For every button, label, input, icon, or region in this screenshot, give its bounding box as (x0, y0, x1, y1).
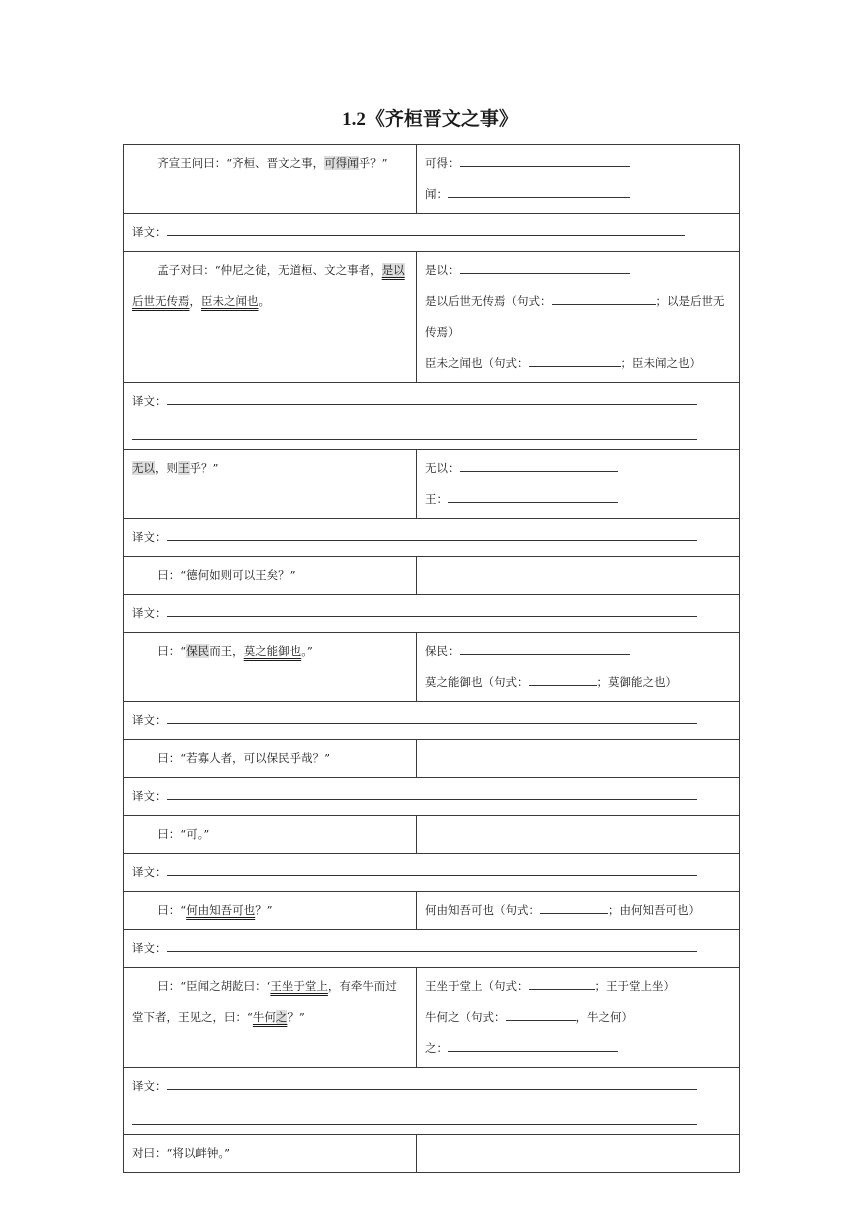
answer-blank[interactable] (529, 975, 595, 990)
worksheet-table (123, 144, 740, 1173)
source-text: 曰：“保民而王，莫之能御也。” (124, 633, 417, 702)
source-text: 无以，则王乎？” (124, 450, 417, 519)
table-row (124, 557, 740, 595)
source-text: 曰：“何由知吾可也？” (124, 892, 417, 930)
answer-blank[interactable] (506, 1006, 576, 1021)
highlighted-word: 无以 (132, 461, 155, 475)
translation-label: 译文： (132, 941, 167, 955)
translation-blank[interactable] (167, 390, 697, 405)
source-text: 曰：“可。” (124, 816, 417, 854)
source-text: 齐宣王问曰：“齐桓、晋文之事，可得闻乎？” (124, 145, 417, 214)
notes-cell: 可得： 闻： (417, 145, 740, 214)
translation-label: 译文： (132, 1079, 167, 1093)
notes-cell: 是以： 是以后世无传焉（句式： ；以是后世无传焉） 臣未之闻也（句式： ；臣未闻之也） (417, 252, 740, 383)
notes-cell (417, 1135, 740, 1173)
answer-blank[interactable] (448, 183, 630, 198)
translation-blank[interactable] (167, 937, 697, 952)
translation-row (124, 214, 740, 252)
source-text: 对曰：“将以衅钟。” (124, 1135, 417, 1173)
highlighted-word: 保民 (186, 644, 210, 658)
page-title: 1.2《齐桓晋文之事》 (342, 109, 518, 130)
translation-blank[interactable] (132, 425, 697, 440)
answer-blank[interactable] (460, 152, 630, 167)
translation-label: 译文： (132, 225, 167, 239)
highlighted-word: 是以 (381, 263, 405, 277)
translation-label: 译文： (132, 865, 167, 879)
translation-row (124, 930, 740, 968)
table-row (124, 1135, 740, 1173)
translation-blank[interactable] (167, 602, 697, 617)
answer-blank[interactable] (448, 488, 618, 503)
translation-row (124, 1068, 740, 1135)
highlighted-word: 王 (178, 461, 190, 475)
highlighted-word: 闻 (347, 156, 359, 170)
notes-cell: 保民： 莫之能御也（句式： ；莫御能之也） (417, 633, 740, 702)
answer-blank[interactable] (460, 259, 630, 274)
table-row (124, 816, 740, 854)
translation-row (124, 702, 740, 740)
table-row (124, 145, 740, 214)
answer-blank[interactable] (552, 290, 656, 305)
translation-blank[interactable] (167, 785, 697, 800)
source-text: 曰：“德何如则可以王矣？” (124, 557, 417, 595)
table-row (124, 968, 740, 1068)
source-text: 曰：“臣闻之胡龁曰：‘王坐于堂上，有牵牛而过堂下者，王见之，曰：“牛何之？” (124, 968, 417, 1068)
table-row (124, 892, 740, 930)
translation-label: 译文： (132, 530, 167, 544)
answer-blank[interactable] (460, 457, 618, 472)
answer-blank[interactable] (529, 352, 621, 367)
notes-cell (417, 740, 740, 778)
translation-label: 译文： (132, 789, 167, 803)
translation-blank[interactable] (167, 526, 697, 541)
translation-label: 译文： (132, 713, 167, 727)
answer-blank[interactable] (540, 899, 608, 914)
translation-label: 译文： (132, 394, 167, 408)
table-row (124, 740, 740, 778)
highlighted-word: 之 (275, 1010, 288, 1024)
highlighted-word: 可得 (324, 156, 348, 170)
notes-cell (417, 557, 740, 595)
translation-blank[interactable] (167, 709, 697, 724)
source-text: 曰：“若寡人者，可以保民乎哉？” (124, 740, 417, 778)
answer-blank[interactable] (460, 640, 630, 655)
notes-cell: 无以： 王： (417, 450, 740, 519)
translation-row (124, 383, 740, 450)
translation-blank[interactable] (167, 1075, 697, 1090)
translation-row (124, 595, 740, 633)
translation-row (124, 519, 740, 557)
translation-blank[interactable] (167, 221, 685, 236)
translation-blank[interactable] (132, 1110, 697, 1125)
table-row (124, 633, 740, 702)
translation-row (124, 778, 740, 816)
answer-blank[interactable] (529, 671, 597, 686)
answer-blank[interactable] (448, 1037, 618, 1052)
notes-cell (417, 816, 740, 854)
table-row (124, 252, 740, 383)
table-row (124, 450, 740, 519)
notes-cell: 何由知吾可也（句式： ；由何知吾可也） (417, 892, 740, 930)
translation-row (124, 854, 740, 892)
translation-label: 译文： (132, 606, 167, 620)
source-text: 孟子对曰：“仲尼之徒，无道桓、文之事者，是以后世无传焉，臣未之闻也。 (124, 252, 417, 383)
translation-blank[interactable] (167, 861, 697, 876)
notes-cell: 王坐于堂上（句式： ；王于堂上坐） 牛何之（句式： ，牛之何） 之： (417, 968, 740, 1068)
